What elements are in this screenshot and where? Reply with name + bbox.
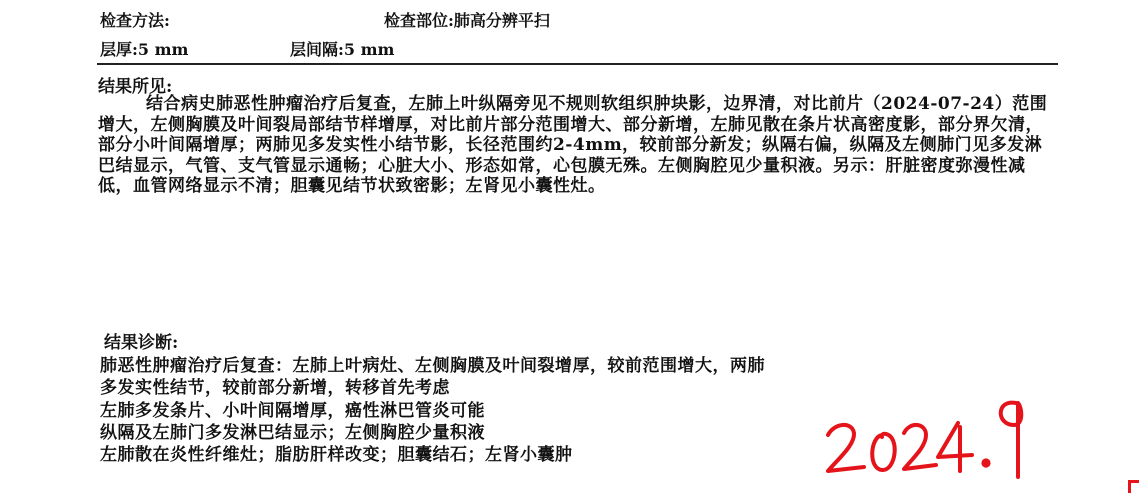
slice-thickness-label: 层厚: (100, 40, 138, 59)
exam-method-label: 检查方法: (100, 11, 170, 30)
handwritten-digit-0 (872, 434, 894, 470)
diagnosis-line: 多发实性结节，较前部分新增，转移首先考虑 (100, 378, 450, 398)
findings-title: 结果所见: (98, 77, 173, 97)
exam-site-value: 肺高分辨平扫 (453, 11, 550, 30)
slice-thickness-value: 5 mm (137, 40, 189, 59)
diagnosis-line: 左肺散在炎性纤维灶；脂肪肝样改变；胆囊结石；左肾小囊肿 (100, 445, 573, 465)
findings-text-block (98, 94, 1058, 197)
diagnosis-line: 纵隔及左肺门多发淋巴结显示；左侧胸腔少量积液 (100, 423, 485, 443)
handwritten-date-text: 2024.9 (820, 385, 824, 386)
handwritten-edge-mark (1128, 480, 1139, 493)
handwritten-dot (983, 460, 988, 465)
exam-site-label: 检查部位: (384, 11, 454, 30)
handwritten-digit-2 (828, 425, 864, 471)
handwritten-digit-9 (1001, 403, 1022, 477)
header-divider (97, 63, 1058, 65)
handwritten-digit-4 (938, 423, 972, 471)
slice-interval-value: 5 mm (343, 40, 395, 59)
handwritten-digit-2 (904, 425, 936, 469)
diagnosis-title: 结果诊断: (104, 333, 179, 353)
diagnosis-line: 肺恶性肿瘤治疗后复查：左肺上叶病灶、左侧胸膜及叶间裂增厚，较前范围增大，两肺 (100, 356, 765, 376)
diagnosis-line: 左肺多发条片、小叶间隔增厚，癌性淋巴管炎可能 (100, 401, 485, 421)
slice-thickness (100, 37, 188, 60)
findings-text: 结合病史肺恶性肿瘤治疗后复查，左肺上叶纵隔旁见不规则软组织肿块影，边界清，对比前片（2024-07-24）范围增大，左侧胸膜及叶间裂局部结节样增厚，对比前片部分范围增大、部分新增，左肺见散在条片状高密度影，部分界欠清，部分小叶间隔增厚；两肺见多发实性小结节影，长径范围约2-4mm，较前部分新发；纵隔右偏，纵隔及左侧肺门见多发淋巴结显示，气管、支气管显示通畅；心脏大小、形态如常，心包膜无殊。左侧胸腔见少量积液。另示：肝脏密度弥漫性减低，血管网络显示不清；胆囊见结节状致密影；左肾见小囊性灶。 (98, 94, 1048, 197)
exam-site (384, 8, 550, 31)
slice-interval-label: 层间隔: (290, 40, 344, 59)
handwritten-date-annotation (820, 385, 1050, 485)
slice-interval (290, 37, 394, 60)
